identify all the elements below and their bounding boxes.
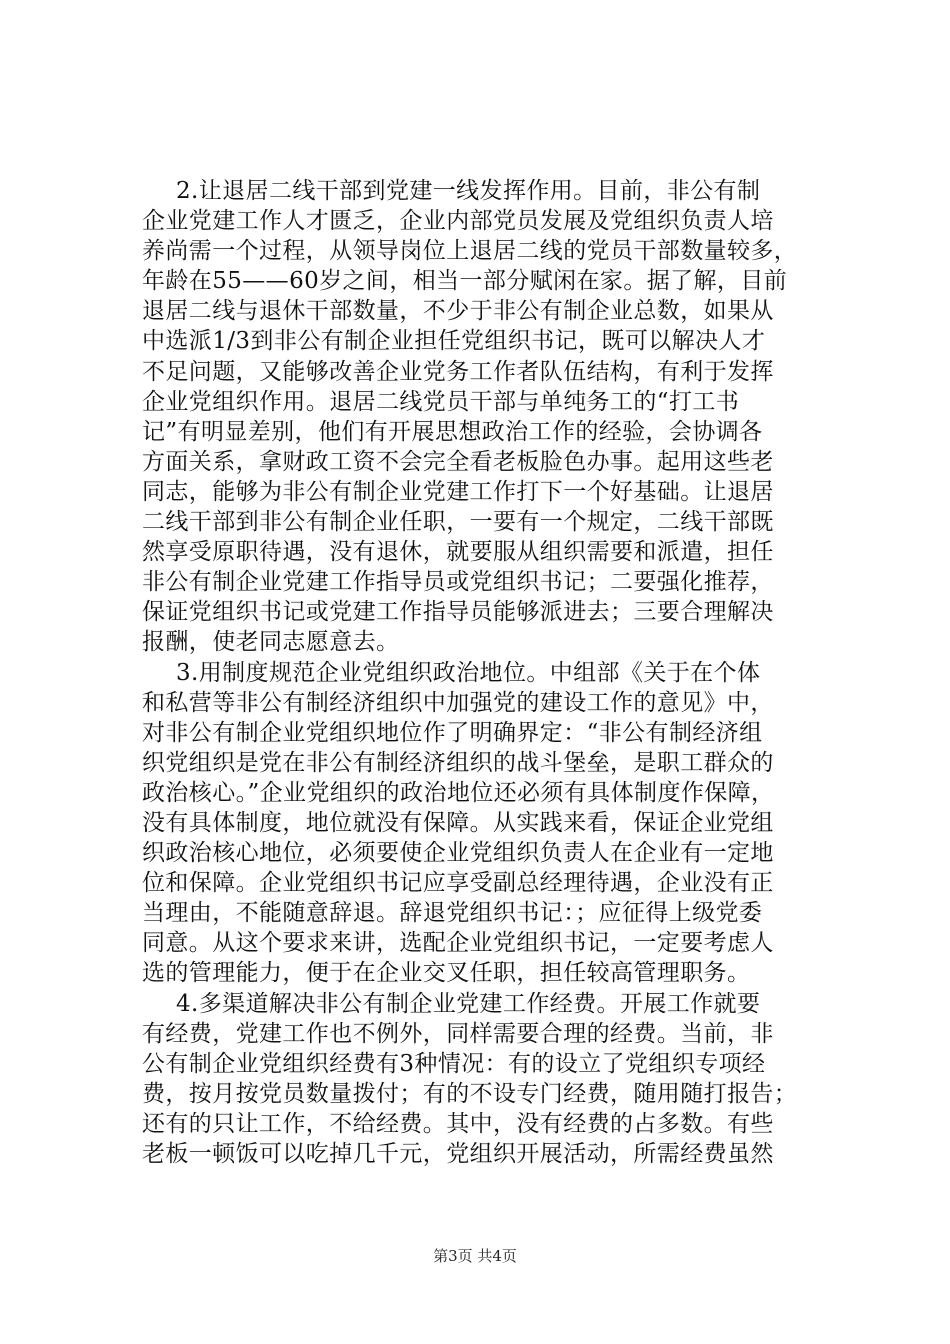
text-line: 2.让退居二线干部到党建一线发挥作用。目前，非公有制 <box>176 178 761 204</box>
text-line: 没有具体制度，地位就没有保障。从实践来看，保证企业党组 <box>142 809 774 836</box>
text-line: 中选派1/3到非公有制企业担任党组织书记，既可以解决人才 <box>142 328 766 355</box>
text-line: 3.用制度规范企业党组织政治地位。中组部《关于在个体 <box>176 659 761 686</box>
text-line: 费，按月按党员数量拨付；有的不设专门经费，随用随打报告； <box>142 1080 798 1107</box>
text-line: 公有制企业党组织经费有3种情况：有的设立了党组织专项经 <box>142 1050 766 1077</box>
text-line: 位和保障。企业党组织书记应享受副总经理待遇，企业没有正 <box>142 870 774 897</box>
document-body <box>142 176 814 1169</box>
text-line: 不足问题，又能够改善企业党务工作者队伍结构，有利于发挥 <box>142 358 774 385</box>
text-line: 企业党建工作人才匮乏，企业内部党员发展及党组织负责人培 <box>142 208 774 235</box>
text-line: 方面关系，拿财政工资不会完全看老板脸色办事。起用这些老 <box>142 448 774 475</box>
text-line: 二线干部到非公有制企业任职，一要有一个规定，二线干部既 <box>142 509 774 536</box>
text-line: 织党组织是党在非公有制经济组织的战斗堡垒，是职工群众的 <box>142 749 774 776</box>
page-footer: 第3页 共4页 <box>433 1247 517 1265</box>
text-line: 退居二线与退休干部数量，不少于非公有制企业总数，如果从 <box>142 298 774 325</box>
text-line: 非公有制企业党建工作指导员或党组织书记；二要强化推荐， <box>142 569 774 596</box>
text-line: 年龄在55——60岁之间，相当一部分赋闲在家。据了解，目前 <box>142 268 788 295</box>
text-line: 有经费，党建工作也不例外，同样需要合理的经费。当前，非 <box>142 1020 774 1047</box>
text-line: 织政治核心地位，必须要使企业党组织负责人在企业有一定地 <box>142 840 774 867</box>
text-line: 记”有明显差别，他们有开展思想政治工作的经验，会协调各 <box>142 418 763 445</box>
text-line: 然享受原职待遇，没有退休，就要服从组织需要和派遣，担任 <box>142 539 774 566</box>
text-line: 保证党组织书记或党建工作指导员能够派进去；三要合理解决 <box>142 599 774 626</box>
text-line: 对非公有制企业党组织地位作了明确界定：“非公有制经济组 <box>142 719 763 746</box>
text-line: 还有的只让工作，不给经费。其中，没有经费的占多数。有些 <box>142 1110 774 1137</box>
text-line: 企业党组织作用。退居二线党员干部与单纯务工的“打工书 <box>142 388 740 415</box>
text-line: 养尚需一个过程，从领导岗位上退居二线的党员干部数量较多， <box>142 238 798 265</box>
text-line: 当理由，不能随意辞退。辞退党组织书记：；应征得上级党委 <box>142 900 763 927</box>
text-line: 同志，能够为非公有制企业党建工作打下一个好基础。让退居 <box>142 478 774 505</box>
text-line: 报酬，使老同志愿意去。 <box>142 629 400 656</box>
text-line: 政治核心。”企业党组织的政治地位还必须有具体制度作保障， <box>142 779 775 806</box>
text-line: 4.多渠道解决非公有制企业党建工作经费。开展工作就要 <box>176 990 761 1017</box>
text-line: 同意。从这个要求来讲，选配企业党组织书记，一定要考虑人 <box>142 930 774 957</box>
text-line: 老板一顿饭可以吃掉几千元，党组织开展活动，所需经费虽然 <box>142 1141 774 1167</box>
text-line: 选的管理能力，便于在企业交叉任职，担任较高管理职务。 <box>142 960 751 987</box>
text-line: 和私营等非公有制经济组织中加强党的建设工作的意见》中， <box>142 689 774 716</box>
